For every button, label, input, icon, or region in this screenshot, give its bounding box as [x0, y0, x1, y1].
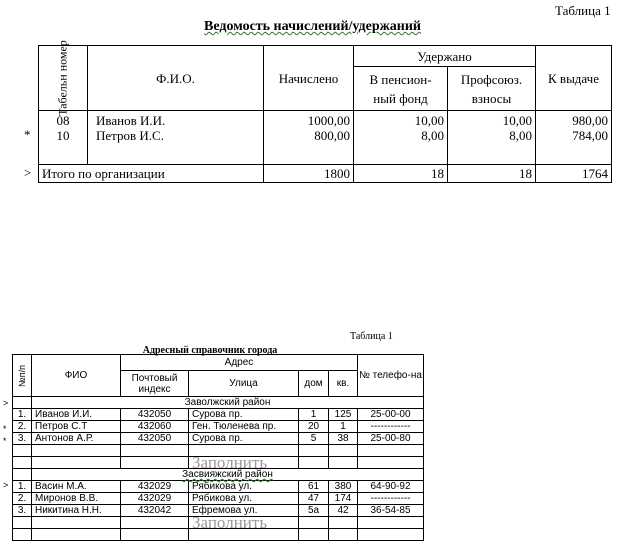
total-label: Итого по организации: [39, 165, 264, 183]
table2-label: Таблица 1: [350, 331, 393, 342]
table-row: 1. Иванов И.И. 432050 Сурова пр. 1 125 25-00-00: [13, 409, 424, 421]
table-row: 2. Петров С.Т 432060 Ген. Тюленева пр. 20 1 ------------: [13, 421, 424, 433]
header-fio2: ФИО: [32, 355, 121, 397]
table-row: 3. Никитина Н.Н. 432042 Ефремова ул. 5а 42 36-54-85: [13, 505, 424, 517]
total-payout: 1764: [536, 165, 612, 183]
header-address: Адрес: [121, 355, 358, 371]
row-marker-arrow: >: [24, 165, 32, 180]
payroll-table: [38, 40, 612, 183]
header-union: Профсоюз. взносы: [448, 67, 536, 111]
header-accrued: Начислено: [264, 46, 354, 111]
header-payout: К выдаче: [536, 46, 612, 111]
header-num: №п/п: [13, 355, 32, 397]
header-postal: Почтовый индекс: [121, 371, 189, 397]
accrued-cell: 1000,00 800,00: [264, 111, 354, 165]
header-pension: В пенсион- ный фонд: [354, 67, 448, 111]
table1-title: Ведомость начислений/удержаний: [204, 19, 421, 34]
row-marker-arrow: >: [3, 480, 9, 490]
table-row: 2. Миронов В.В. 432029 Рябикова ул. 47 174 ------------: [13, 493, 424, 505]
header-fio: Ф.И.О.: [88, 46, 264, 111]
header-street: Улица: [189, 371, 299, 397]
total-union: 18: [448, 165, 536, 183]
row-marker-arrow: >: [3, 398, 9, 408]
table-row: 1. Васин М.А. 432029 Рябикова ул. 61 380 64-90-92: [13, 481, 424, 493]
total-accrued: 1800: [264, 165, 354, 183]
address-table: [12, 354, 424, 541]
row-marker-star: *: [3, 424, 7, 434]
fio-cell: Иванов И.И. Петров И.С.: [88, 111, 264, 165]
table-row: 3. Антонов А.Р. 432050 Сурова пр. 5 38 25-00-80: [13, 433, 424, 445]
fill-placeholder: Заполнить: [189, 517, 299, 529]
row-marker-star: *: [3, 436, 7, 446]
fill-placeholder: Заполнить: [189, 457, 299, 469]
header-apt: кв.: [329, 371, 358, 397]
pension-cell: 10,00 8,00: [354, 111, 448, 165]
header-tab-number: Табельн номер: [39, 46, 88, 111]
row-marker-star: *: [24, 127, 31, 142]
district-name: Заволжский район: [32, 397, 424, 409]
header-house: дом: [299, 371, 329, 397]
table2-title: Адресный справочник города: [142, 345, 278, 356]
union-cell: 10,00 8,00: [448, 111, 536, 165]
district-name: Засвияжский район: [32, 469, 424, 481]
table1-label: Таблица 1: [555, 3, 611, 18]
payout-cell: 980,00 784,00: [536, 111, 612, 165]
header-withheld: Удержано: [354, 46, 536, 67]
header-phone: № телефо-на: [358, 355, 424, 397]
tab-number-cell: 08 10: [39, 111, 88, 165]
total-pension: 18: [354, 165, 448, 183]
